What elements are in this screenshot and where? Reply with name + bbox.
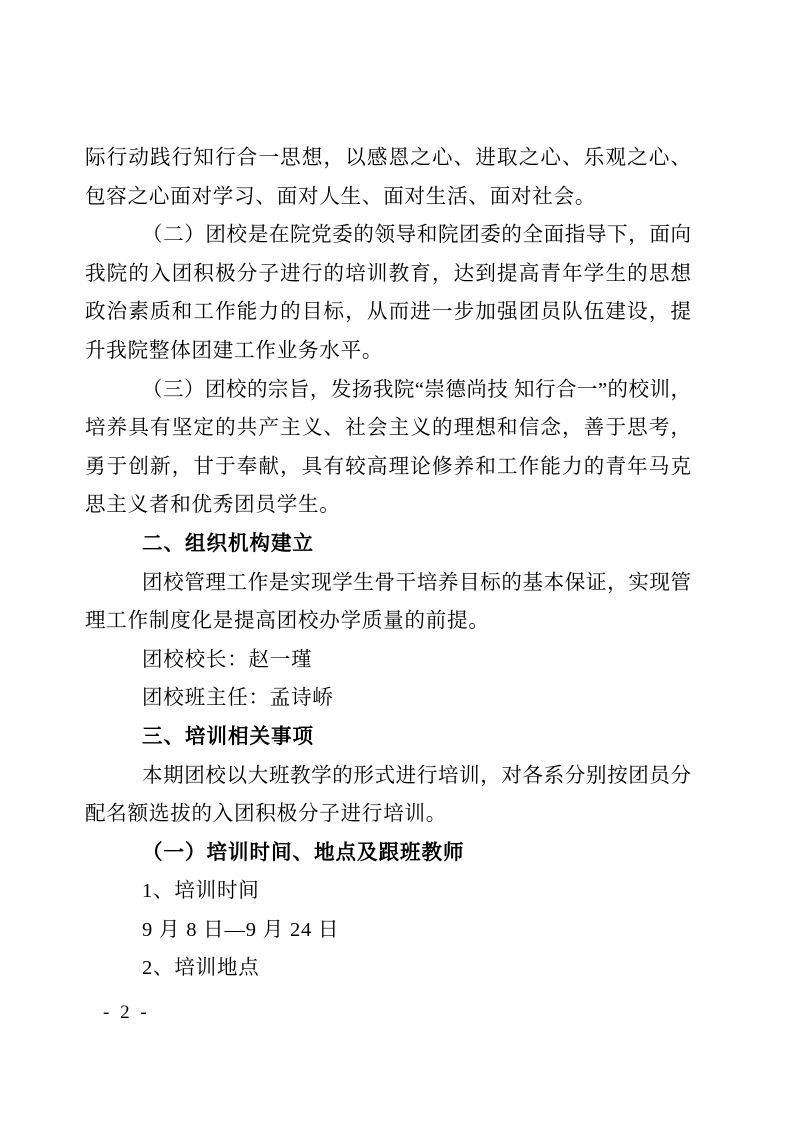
text-line: （三）团校的宗旨，发扬我院“崇德尚技 知行合一”的校训，	[142, 378, 691, 401]
heading-line: （一）培训时间、地点及跟班教师	[142, 840, 465, 864]
text-line: （二）团校是在院党委的领导和院团委的全面指导下，面向	[142, 224, 691, 247]
text-line: 政治素质和工作能力的目标，从而进一步加强团员队伍建设，提	[85, 301, 691, 324]
heading-line: 三、培训相关事项	[142, 724, 314, 748]
text-line: 本期团校以大班教学的形式进行培训，对各系分别按团员分	[142, 764, 691, 787]
text-line: 升我院整体团建工作业务水平。	[85, 339, 384, 362]
text-line: 际行动践行知行合一思想，以感恩之心、进取之心、乐观之心、	[85, 147, 691, 169]
text-line: 思主义者和优秀团员学生。	[85, 494, 341, 517]
text-line: 9 月 8 日—9 月 24 日	[142, 918, 340, 941]
text-line: 团校校长：赵一瑾	[142, 648, 313, 671]
text-line: 包容之心面对学习、面对人生、面对生活、面对社会。	[85, 185, 597, 208]
text-line: 1、培训时间	[142, 880, 260, 903]
text-line: 理工作制度化是提高团校办学质量的前提。	[85, 610, 490, 633]
text-line: 2、培训地点	[142, 957, 260, 980]
text-block	[85, 139, 691, 988]
text-line: 团校管理工作是实现学生骨干培养目标的基本保证，实现管	[142, 571, 691, 594]
text-line: 勇于创新，甘于奉献，具有较高理论修养和工作能力的青年马克	[85, 455, 691, 478]
text-line: 我院的入团积极分子进行的培训教育，达到提高青年学生的思想	[85, 262, 691, 285]
text-line: 培养具有坚定的共产主义、社会主义的理想和信念，善于思考，	[85, 417, 691, 440]
text-line: 团校班主任：孟诗峤	[142, 687, 334, 710]
text-line: 配名额选拔的入团积极分子进行培训。	[85, 803, 448, 826]
page-number: - 2 -	[103, 1002, 150, 1023]
heading-line: 二、组织机构建立	[142, 531, 314, 555]
